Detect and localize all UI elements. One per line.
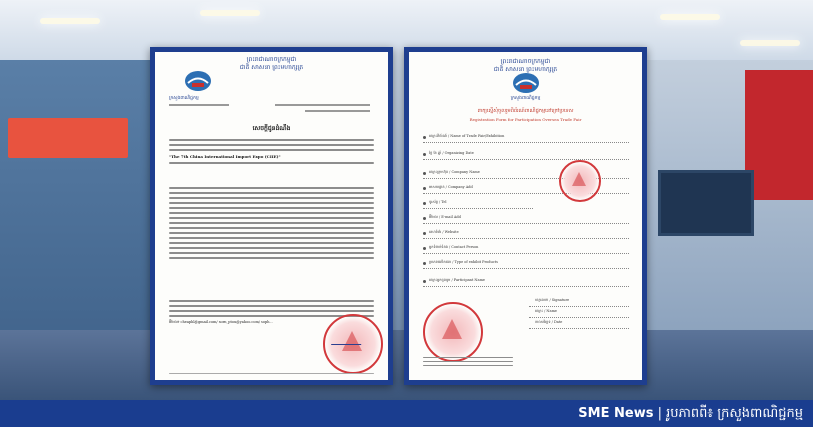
reference-number (169, 104, 229, 106)
contact-email: អ៊ីមែល៖ cheaphl@gmail.com/ sorn_ptou@yahoo.com/ soph... (169, 320, 273, 324)
caption-separator: | (657, 406, 662, 421)
form-row-organizing-date: ថ្ងៃ ខែ ឆ្នាំ / Organizing Date (423, 151, 629, 160)
ministry-logo-icon (511, 72, 541, 94)
booth-sign (8, 118, 128, 158)
official-letter-document (150, 47, 393, 385)
ministry-logo-icon (183, 70, 213, 92)
form-row-contact-person: អ្នកទំនាក់ទំនង / Contact Person (423, 245, 629, 254)
form-row-name: ឈ្មោះ / Name (529, 309, 629, 318)
caption-source: SME News (578, 406, 654, 421)
form-row-trade-fair: ឈ្មោះពិព័រណ៍ / Name of Trade Fair/Exhibition (423, 134, 629, 143)
form-footer-notes (423, 354, 513, 369)
letter-footer (169, 370, 374, 377)
ceiling-light (40, 18, 100, 24)
form-row-company-address: អាសយដ្ឋាន / Company Add (423, 185, 629, 194)
form-row-email: អ៊ីមែល / E-mail Add (423, 215, 629, 224)
form-title-khmer: ពាក្យស្នើសុំចូលរួមពិព័រណ៍ពាណិជ្ជកម្មនៅក្រៅប្រទេស (477, 108, 574, 114)
official-seal-stamp (423, 302, 483, 362)
form-row-signature: ហត្ថលេខា / Signature (529, 298, 629, 307)
red-booth-sign (745, 70, 813, 200)
signature (331, 334, 365, 345)
form-row-exhibit-products: ប្រភេទផលិតផល / Type of exhibit Products (423, 260, 629, 269)
ceiling-light (740, 40, 800, 46)
caption-credit: រូបភាពពី៖ ក្រសួងពាណិជ្ជកម្ម (666, 406, 803, 421)
ministry-name: ក្រសួងពាណិជ្ជកម្ម (169, 96, 199, 101)
display-screen (658, 170, 754, 236)
motto: ជាតិ សាសនា ព្រះមហាក្សត្រ (493, 66, 558, 73)
kingdom-title: ព្រះរាជាណាចក្រកម្ពុជា (246, 56, 297, 63)
date-line-2 (305, 110, 370, 112)
expo-name: "The 7th China International Import Expo (CIIE)" (169, 154, 281, 159)
ceiling-light (200, 10, 260, 16)
form-row-date: កាលបរិច្ឆេទ / Date (529, 320, 629, 329)
form-row-telephone: ទូរស័ព្ទ / Tel (423, 200, 533, 209)
ceiling-light (660, 14, 720, 20)
form-row-website: គេហទំព័រ / Website (423, 230, 629, 239)
kingdom-title: ព្រះរាជាណាចក្រកម្ពុជា (500, 58, 551, 65)
photo-caption (578, 405, 803, 424)
form-row-company-name: ឈ្មោះក្រុមហ៊ុន / Company Name (423, 170, 629, 179)
motto: ជាតិ សាសនា ព្រះមហាក្សត្រ (239, 64, 304, 71)
form-title-english: Registration Form for Participation Oversea Trade Fair (469, 117, 582, 122)
registration-form-document (404, 47, 647, 385)
letter-paragraph-2 (169, 184, 374, 262)
letter-title: សេចក្ដីជូនដំណឹង (252, 125, 291, 132)
form-row-participant-name: ឈ្មោះអ្នកចូលរួម / Participant Name (423, 278, 629, 287)
ministry-name: ក្រសួងពាណិជ្ជកម្ម (510, 96, 541, 101)
date-line (275, 104, 370, 106)
letter-paragraph-1 (169, 136, 374, 167)
form-seal-stamp (559, 160, 601, 202)
